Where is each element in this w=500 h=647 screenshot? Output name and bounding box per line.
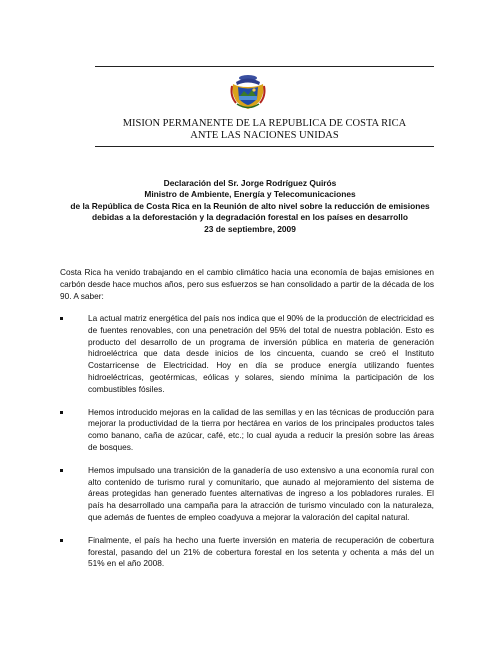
intro-paragraph: Costa Rica ha venido trabajando en el cambio climático hacia una economía de bajas emisiones en carbón desde hace muchos años, pero sus esfuerzos se han consolidado a partir de la década de los 90. A saber: xyxy=(60,267,434,301)
mission-line-1: MISION PERMANENTE DE LA REPUBLICA DE COSTA RICA xyxy=(122,118,407,129)
declaration-line-3: de la República de Costa Rica en la Reunión de alto nivel sobre la reducción de emisiones xyxy=(70,200,430,211)
bullet-icon xyxy=(60,317,63,320)
list-item xyxy=(60,535,434,570)
header-divider xyxy=(95,146,434,147)
bullet-icon xyxy=(60,411,63,414)
bullet-list xyxy=(60,313,434,570)
list-item-text: Finalmente, el país ha hecho una fuerte inversión en materia de recuperación de cobertura forestal, pasando del un 21% de cobertura forestal en los setenta y ochenta a más del un 51% en el año 2008. xyxy=(88,534,434,569)
mission-line-2: ANTE LAS NACIONES UNIDAS xyxy=(190,130,339,141)
declaration-date: 23 de septiembre, 2009 xyxy=(204,223,296,234)
list-item-text: La actual matriz energética del país nos indica que el 90% de la producción de electricidad es de fuentes renovables, con una penetración del 95% del total de nuestra población. Esto es producto del desarrollo de un programa de inversión pública en materia de generación hidroeléctrica que data desde inicios de los cincuenta, cuando se creó el Instituto Costarricense de Electricidad. Hoy en día se produce energía utilizando fuentes hidroeléctricas, geotérmicas, eólicas y solares, siendo mínima la participación de los combustibles fósiles. xyxy=(88,313,434,394)
coat-of-arms-icon xyxy=(228,72,268,112)
list-item-text: Hemos introducido mejoras en la calidad de las semillas y en las técnicas de producción para mejorar la productividad de la tierra por hectárea en varios de los principales productos tales como banano, caña de azúcar, café, etc.; lo cual ayuda a reducir la presión sobre las áreas de bosques. xyxy=(88,406,434,452)
top-divider xyxy=(95,66,434,67)
list-item xyxy=(60,407,434,454)
mission-heading xyxy=(95,118,434,142)
declaration-line-1: Declaración del Sr. Jorge Rodríguez Quirós xyxy=(163,178,337,188)
declaration-line-2: Ministro de Ambiente, Energía y Telecomunicaciones xyxy=(144,189,356,200)
list-item-text: Hemos impulsado una transición de la ganadería de uso extensivo a una economía rural con alto contenido de turismo rural y comunitario, que aunado al mejoramiento del sistema de áreas protegidas han generado fuentes alternativas de ingreso a los pobladores rurales. El país ha desarrollado una campaña para la atracción de turismo vinculado con la naturaleza, que además de fuentes de empleo coadyuva a mejorar la valoración del capital natural. xyxy=(88,464,434,522)
list-item xyxy=(60,313,434,396)
declaration-line-4: debidas a la deforestación y la degradación forestal en los países en desarrollo xyxy=(91,212,409,223)
declaration-title xyxy=(60,178,440,235)
list-item xyxy=(60,465,434,524)
bullet-icon xyxy=(60,469,63,472)
bullet-icon xyxy=(60,539,63,542)
